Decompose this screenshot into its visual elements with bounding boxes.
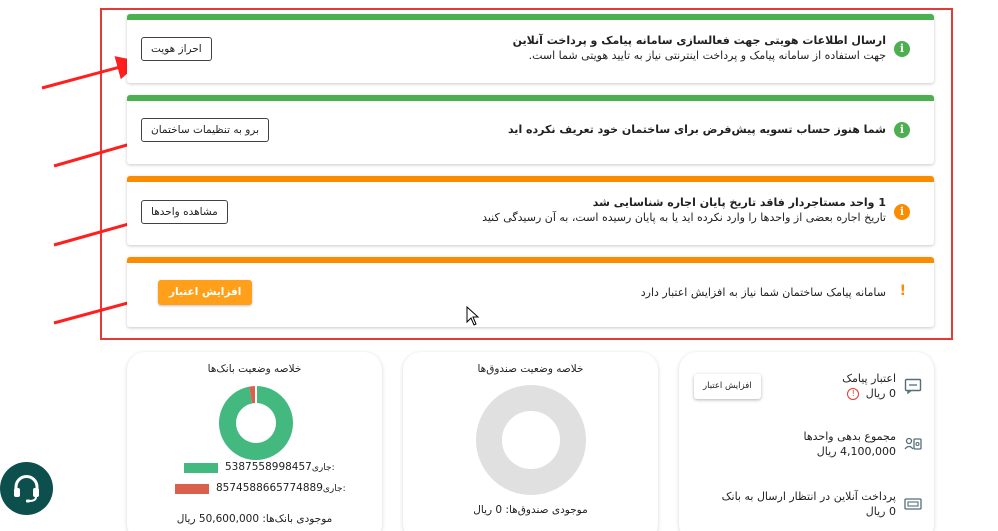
alert-text [641,285,886,300]
funds-donut-empty-ring [489,398,573,482]
mouse-cursor-icon [466,306,480,326]
arrow-1 [42,63,135,88]
online-payment-label: پرداخت آنلاین در انتظار ارسال به بانک [721,490,896,503]
info-icon: i [894,41,910,57]
funds-card-title: خلاصه وضعیت صندوق‌ها [477,363,584,375]
alert-bar [127,95,934,101]
sms-credit-label: اعتبار پیامک [842,372,896,385]
alert-body: تاریخ اجاره بعضی از واحدها را وارد نکرده اید یا به پایان رسیده است، به آن رسیدگی کنید [482,211,886,224]
alert-title: سامانه پیامک ساختمان شما نیاز به افزایش اعتبار دارد [640,286,886,299]
banks-total: موجودی بانک‌ها: 50,600,000 ریال [176,513,333,525]
increase-credit-button[interactable]: افزایش اعتبار [158,280,252,305]
units-debt-row [799,430,922,464]
banks-donut-chart [219,386,293,460]
funds-donut-chart [476,385,586,495]
alert-title: 1 واحد مستاجردار فاقد تاریخ پایان اجاره شناسایی شد [592,196,886,209]
funds-total: موجودی صندوق‌ها: 0 ریال [473,504,588,516]
online-payment-row [721,490,922,524]
info-icon: i [894,204,910,220]
alert-title: ارسال اطلاعات هویتی جهت فعالسازی سامانه پیامک و پرداخت آنلاین [512,34,886,47]
legend-swatch-2 [175,484,209,494]
alert-bar [127,14,934,20]
units-debt-label: مجموع بدهی واحدها [803,430,896,443]
info-icon: i [894,122,910,138]
support-button[interactable] [0,462,53,515]
sms-credit-row [799,372,922,406]
stats-card [679,352,934,531]
bank-donut-slice-1[interactable] [228,395,285,452]
units-debt-value: 4,100,000 ریال [816,445,896,458]
funds-card [403,352,658,531]
alert-text [482,195,886,225]
banks-card [127,352,382,531]
legend-swatch-1 [184,463,218,473]
legend-item-2: 8574588665774889جاری: [216,482,346,494]
exclamation-icon: ! [899,283,906,299]
settlement-account-alert [127,95,934,164]
building-settings-button[interactable]: برو به تنظیمات ساختمان [141,118,269,142]
alert-body: جهت استفاده از سامانه پیامک و پرداخت اینترنتی نیاز به تایید هویتی شما است. [528,49,886,62]
alert-title: شما هنوز حساب تسویه پیش‌فرض برای ساختمان خود تعریف نکرده اید [507,123,886,136]
alert-text [508,122,886,137]
legend-item-1: 5387558998457جاری: [225,461,335,473]
verify-identity-button[interactable]: احراز هویت [141,37,212,61]
banks-card-title: خلاصه وضعیت بانک‌ها [207,363,302,375]
message-icon [904,378,922,394]
people-money-icon [904,436,922,452]
alert-text [513,33,886,63]
sms-credit-increase-button[interactable]: افزایش اعتبار [694,374,761,399]
sms-credit-alert [127,257,934,327]
headset-icon [10,472,43,505]
identity-alert [127,14,934,83]
sms-credit-value: 0 ریال ! [847,387,896,400]
online-payment-value: 0 ریال [865,505,896,518]
lease-end-alert [127,176,934,245]
alert-bar [127,176,934,182]
view-units-button[interactable]: مشاهده واحدها [141,200,228,224]
warning-icon: ! [847,388,859,400]
alert-bar [127,257,934,263]
cash-icon [904,496,922,512]
